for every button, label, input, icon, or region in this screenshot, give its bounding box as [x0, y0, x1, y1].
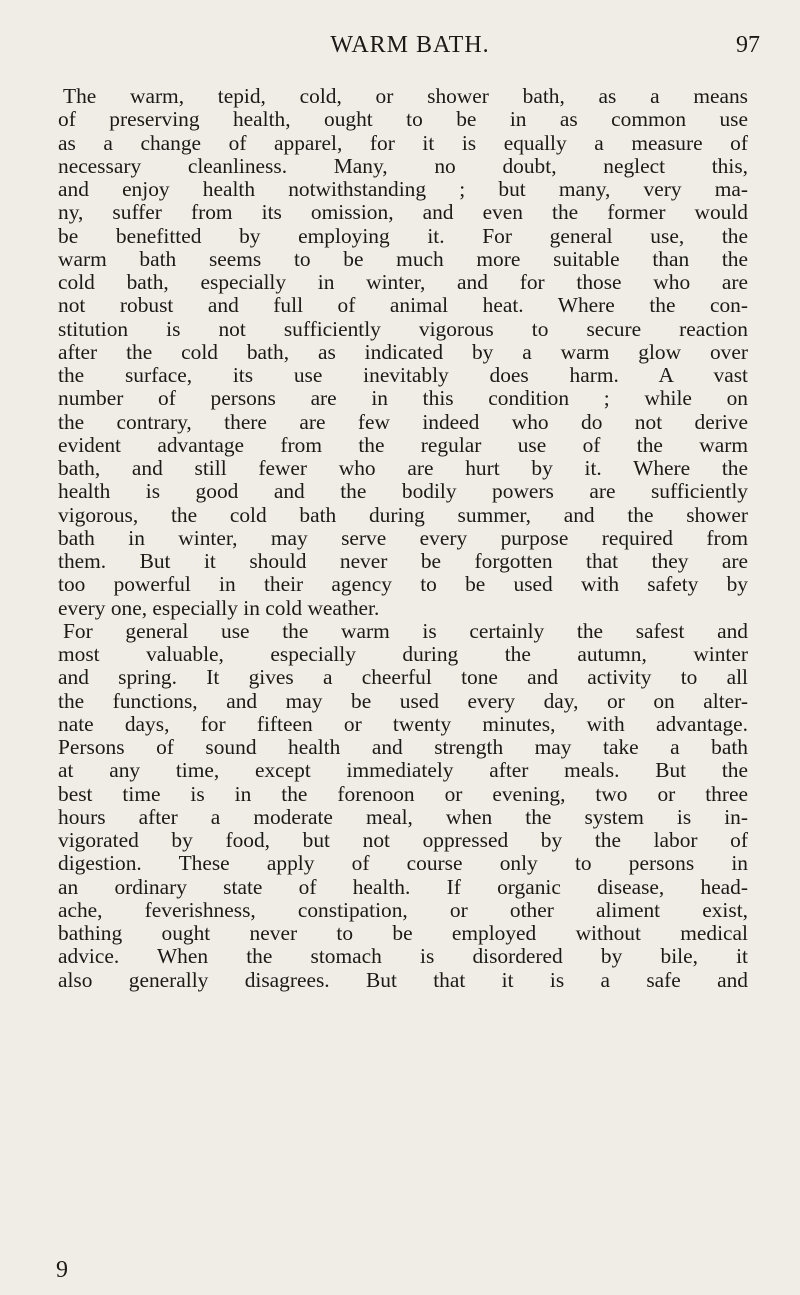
text-line: Persons of sound health and strength may take a bath: [58, 735, 748, 759]
text-line: best time is in the forenoon or evening, two or three: [58, 781, 748, 806]
text-line: vigorated by food, but not oppressed by the labor of: [58, 828, 748, 852]
text-line: the surface, its use inevitably does harm. A vast: [58, 363, 748, 387]
text-line: ache, feverishness, constipation, or other aliment exist,: [58, 897, 748, 922]
body-text: [58, 85, 748, 992]
text-line: at any time, except immediately after meals. But the: [58, 758, 748, 783]
text-line: evident advantage from the regular use of the warm: [58, 432, 748, 457]
text-line: cold bath, especially in winter, and for those who are: [58, 270, 748, 294]
text-line: bath in winter, may serve every purpose required from: [58, 525, 748, 550]
signature-mark: 9: [56, 1257, 68, 1283]
paragraph-1: [58, 85, 748, 620]
text-line: also generally disagrees. But that it is a safe and: [58, 967, 748, 992]
text-line: hours after a moderate meal, when the system is in-: [58, 804, 748, 829]
text-line: The warm, tepid, cold, or shower bath, as a means: [63, 84, 748, 108]
text-line: as a change of apparel, for it is equally a measure of: [58, 130, 748, 155]
text-line: not robust and full of animal heat. Where the con-: [58, 293, 748, 318]
text-line: of preserving health, ought to be in as common use: [58, 107, 748, 132]
text-line: necessary cleanliness. Many, no doubt, neglect this,: [58, 153, 748, 178]
text-line: number of persons are in this condition ; while on: [58, 386, 748, 411]
text-line: and spring. It gives a cheerful tone and activity to all: [58, 665, 748, 690]
text-line: bathing ought never to be employed without medical: [58, 921, 748, 945]
text-line: nate days, for fifteen or twenty minutes, with advantage.: [58, 711, 748, 736]
page-number: 97: [736, 32, 760, 58]
text-line: every one, especially in cold weather.: [58, 595, 380, 620]
text-line: advice. When the stomach is disordered by bile, it: [58, 944, 748, 969]
text-line: most valuable, especially during the autumn, winter: [58, 642, 748, 666]
text-line: vigorous, the cold bath during summer, and the shower: [58, 502, 748, 527]
text-line: them. But it should never be forgotten that they are: [58, 549, 748, 573]
running-title: WARM BATH.: [330, 32, 490, 58]
text-line: ny, suffer from its omission, and even the former would: [58, 200, 748, 225]
text-line: and enjoy health notwithstanding ; but many, very ma-: [58, 177, 748, 201]
text-line: digestion. These apply of course only to persons in: [58, 851, 748, 876]
paragraph-2: [58, 620, 748, 992]
text-line: health is good and the bodily powers are sufficiently: [58, 479, 748, 504]
text-line: be benefitted by employing it. For general use, the: [58, 223, 748, 248]
text-line: the contrary, there are few indeed who do not derive: [58, 409, 748, 434]
text-line: an ordinary state of health. If organic disease, head-: [58, 874, 748, 899]
text-line: bath, and still fewer who are hurt by it. Where the: [58, 456, 748, 480]
text-line: For general use the warm is certainly the safest and: [63, 618, 748, 643]
text-line: the functions, and may be used every day, or on alter-: [58, 688, 748, 713]
running-head: [60, 30, 760, 66]
text-line: warm bath seems to be much more suitable than the: [58, 246, 748, 271]
text-line: stitution is not sufficiently vigorous to secure reaction: [58, 316, 748, 341]
text-line: too powerful in their agency to be used with safety by: [58, 572, 748, 597]
text-line: after the cold bath, as indicated by a warm glow over: [58, 339, 748, 364]
